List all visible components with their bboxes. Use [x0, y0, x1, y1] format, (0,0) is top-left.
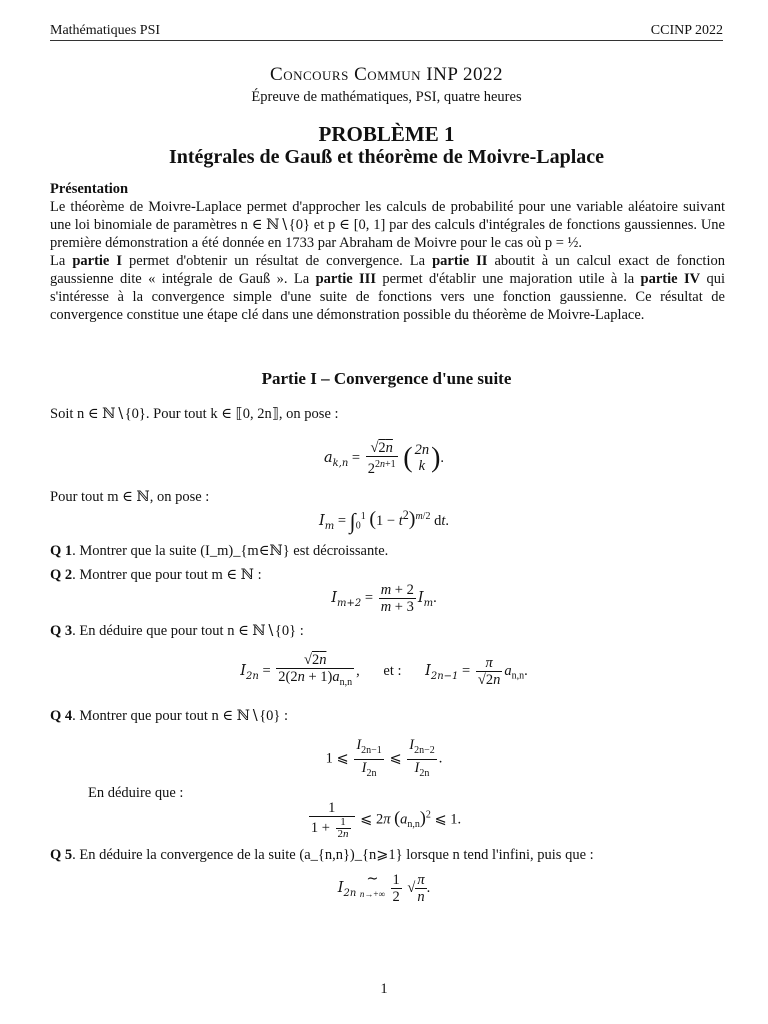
problem-number: PROBLÈME 1	[318, 122, 455, 146]
formula-I-2n-equivalent: $I_{2n}$ ∼ n→+∞ $\frac{1}{2}$ √ $\frac{\pi}{n}$ .	[337, 871, 431, 905]
header-contest: CCINP 2022	[650, 23, 723, 38]
header-rule	[50, 40, 723, 41]
question-2: Q 2. Montrer que pour tout m ∈ ℕ :	[50, 567, 262, 583]
question-4: Q 4. Montrer que pour tout n ∈ ℕ∖{0} :	[50, 708, 289, 724]
contest-title: Concours Commun INP 2022	[270, 64, 503, 85]
problem-title: Intégrales de Gauß et théorème de Moivre-Laplace	[168, 146, 605, 168]
presentation-paragraph-1: Le théorème de Moivre-Laplace permet d'approcher les calculs de probabilité pour une variable aléatoire suivant une loi binomiale de paramètres n ∈ ℕ∖{0} et p ∈ [0, 1] par des calculs d'intégrales de fonctions gaussiennes. Une première démonstration a été donnée en 1733 par Abraham de Moivre pour le cas où p = ½.	[50, 199, 725, 251]
question-3: Q 3. En déduire que pour tout n ∈ ℕ∖{0} :	[50, 623, 304, 639]
question-5: Q 5. En déduire la convergence de la suite (a_{n,n})_{n⩾1} lorsque n tend l'infini, puis que :	[50, 847, 594, 863]
q1-label: Q 1	[50, 543, 73, 559]
page-number: 1	[380, 981, 388, 997]
q2-label: Q 2	[50, 567, 73, 583]
q5-label: Q 5	[50, 847, 73, 863]
presentation-heading: Présentation	[50, 181, 129, 197]
presentation-text	[50, 198, 725, 324]
formula-I-2n: $I_{2n}$ = $\frac{√2n}{2(2n + 1)a_{n,n}}$ , et : $I_{2n-1}$ = $\frac{\pi}{√2n}$ $a_{n,n}$.	[0, 652, 768, 691]
formula-ratio-bound: 1 ⩽ $\frac{I_{2n-1}}{I_{2n}}$ ⩽ $\frac{I_{2n-2}}{I_{2n}}$ .	[0, 737, 768, 782]
exam-subtitle: Épreuve de mathématiques, PSI, quatre heures	[251, 89, 522, 105]
formula-I-m: $I_m = \int_0^1$ $(1 - t^2)^{m/2}$ dt.	[319, 507, 449, 534]
formula-recurrence: $I_{m+2}$ = $\frac{m + 2}{m + 3}$ $I_m$.	[331, 582, 437, 615]
q4-label: Q 4	[50, 708, 73, 724]
part-1-intro-2: Pour tout m ∈ ℕ, on pose :	[50, 489, 210, 505]
q3-label: Q 3	[50, 623, 73, 639]
q4-deduce: En déduire que :	[88, 785, 184, 801]
question-1: Q 1. Montrer que la suite (I_m)_{m∈ℕ} est décroissante.	[50, 543, 389, 559]
part-1-heading: Partie I – Convergence d'une suite	[261, 369, 512, 388]
presentation-paragraph-2: La partie I permet d'obtenir un résultat de convergence. La partie II aboutit à un calcul exact de fonction gaussienne dite « intégrale de Gauß ». La partie III permet d'établir une majoration utile à la partie IV qui s'intéresse à la convergence simple d'une suite de fonctions vers une fonction gaussienne. Ce résultat de convergence constitue une étape clé dans une démonstration possible du théorème de Moivre-Laplace.	[50, 253, 725, 323]
part-1-intro: Soit n ∈ ℕ∖{0}. Pour tout k ∈ ⟦0, 2n⟧, on pose :	[50, 406, 339, 422]
formula-a-kn: $a_{k,n}$ = $\frac{√2n}{2^{2n+1}}$ ( 2n k ).	[323, 440, 445, 477]
header-subject: Mathématiques PSI	[50, 23, 161, 38]
formula-a-nn-bound: 1 1 + $\frac{1}{2n}$ ⩽ 2π $(a_{n,n})^2$ ⩽ 1.	[310, 800, 462, 840]
